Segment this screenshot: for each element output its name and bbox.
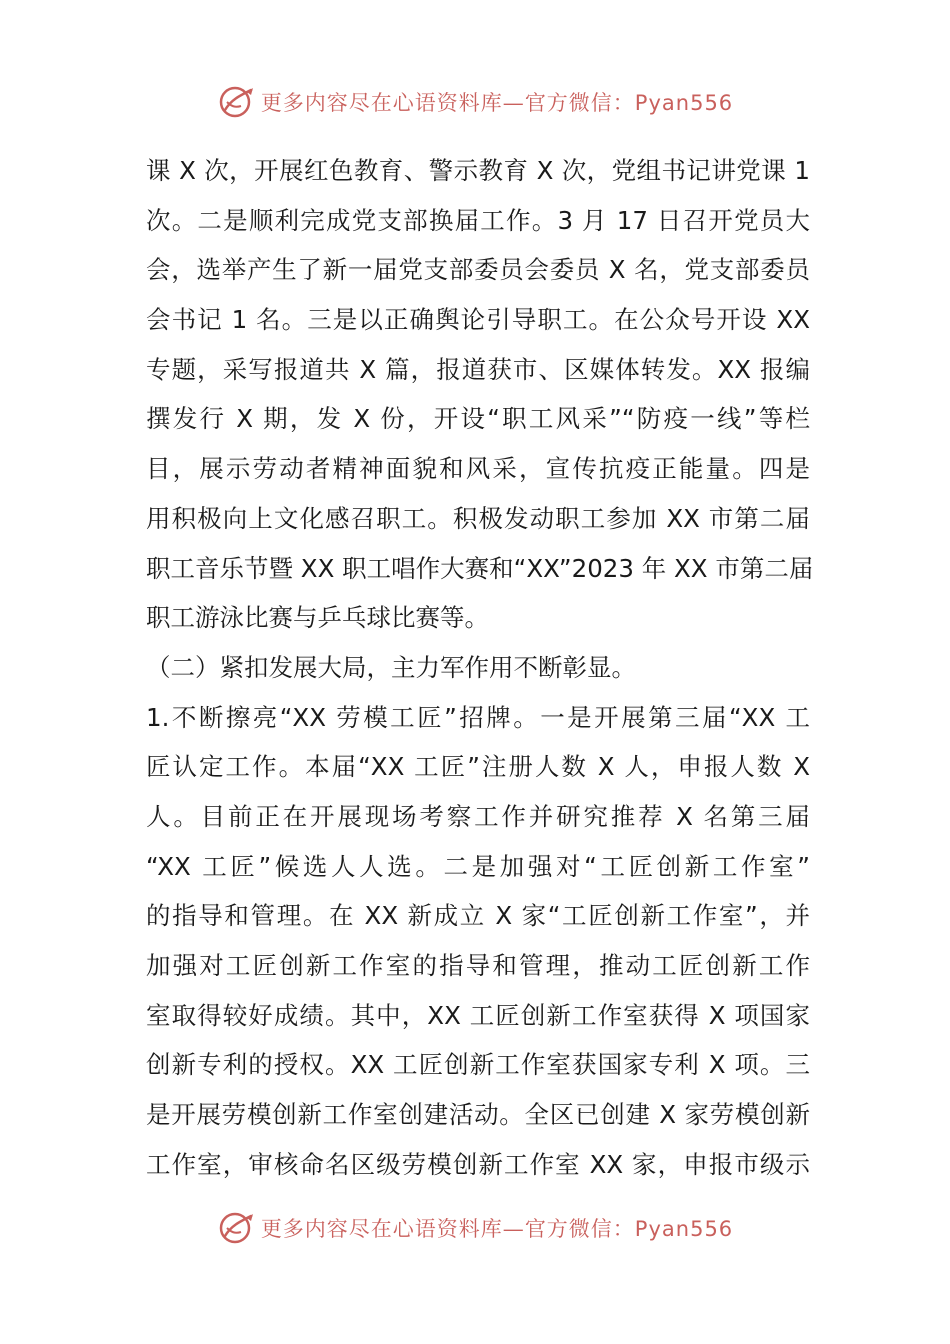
text-line: 目，展示劳动者精神面貌和风采，宣传抗疫正能量。四是 <box>146 454 810 484</box>
text-line: “XX 工匠”候选人人选。二是加强对“工匠创新工作室” <box>146 851 810 881</box>
text-line: 用积极向上文化感召职工。积极发动职工参加 XX 市第二届 <box>146 503 810 533</box>
pen-logo-icon <box>217 1208 257 1248</box>
text-line: 人。目前正在开展现场考察工作并研究推荐 X 名第三届 <box>146 801 810 831</box>
text-line: 职工游泳比赛与乒乓球比赛等。 <box>146 603 489 633</box>
header-banner <box>0 82 950 122</box>
banner-text: 更多内容尽在心语资料库—官方微信：Pyan556 <box>260 1217 734 1241</box>
text-line: 1.不断擦亮“XX 劳模工匠”招牌。一是开展第三届“XX 工 <box>146 702 810 732</box>
footer-banner <box>0 1208 950 1248</box>
text-line: 专题，采写报道共 X 篇，报道获市、区媒体转发。XX 报编 <box>146 354 810 384</box>
pen-logo-icon <box>217 82 257 122</box>
text-line: 工作室，审核命名区级劳模创新工作室 XX 家，申报市级示 <box>146 1149 810 1179</box>
text-line: 次。二是顺利完成党支部换届工作。3 月 17 日召开党员大 <box>146 205 810 235</box>
section-heading: （二）紧扣发展大局，主力军作用不断彰显。 <box>146 652 636 682</box>
text-line: 室取得较好成绩。其中，XX 工匠创新工作室获得 X 项国家 <box>146 1000 810 1030</box>
text-line: 加强对工匠创新工作室的指导和管理，推动工匠创新工作 <box>146 951 810 980</box>
banner-text: 更多内容尽在心语资料库—官方微信：Pyan556 <box>260 91 734 115</box>
text-line: 课 X 次，开展红色教育、警示教育 X 次，党组书记讲党课 1 <box>146 156 810 185</box>
document-body <box>146 146 814 1189</box>
text-line: 职工音乐节暨 XX 职工唱作大赛和“XX”2023 年 XX 市第二届 <box>146 553 814 583</box>
text-line: 的指导和管理。在 XX 新成立 X 家“工匠创新工作室”，并 <box>146 901 810 931</box>
text-line: 会书记 1 名。三是以正确舆论引导职工。在公众号开设 XX <box>146 305 810 335</box>
text-line: 匠认定工作。本届“XX 工匠”注册人数 X 人，申报人数 X <box>146 752 810 782</box>
text-line: 会，选举产生了新一届党支部委员会委员 X 名，党支部委员 <box>146 255 810 285</box>
text-line: 撰发行 X 期，发 X 份，开设“职工风采”“防疫一线”等栏 <box>146 404 810 434</box>
text-line: 创新专利的授权。XX 工匠创新工作室获国家专利 X 项。三 <box>146 1050 810 1080</box>
text-line: 是开展劳模创新工作室创建活动。全区已创建 X 家劳模创新 <box>146 1100 810 1130</box>
